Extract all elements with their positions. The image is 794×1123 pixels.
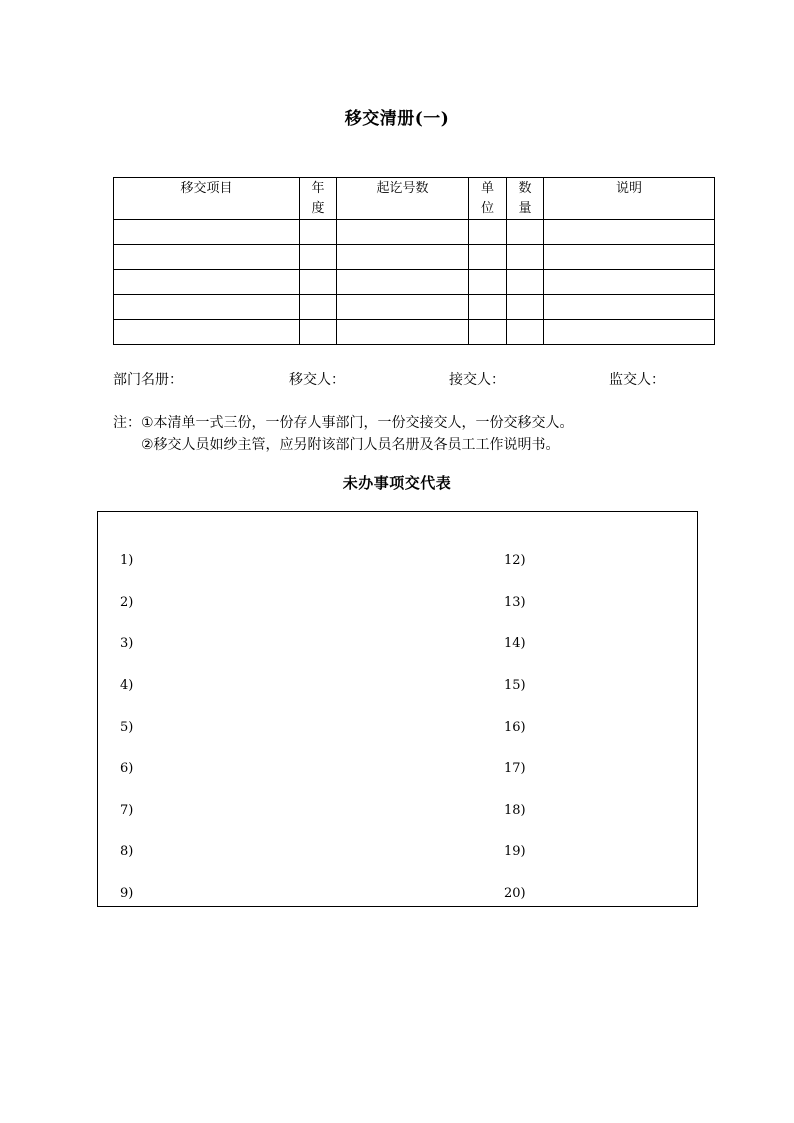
table-row	[114, 245, 715, 270]
list-item: 12)	[504, 553, 526, 568]
table-cell[interactable]	[114, 270, 300, 295]
header-number-range	[337, 178, 469, 220]
transfer-list-table	[113, 177, 715, 345]
list-item: 4)	[120, 678, 134, 693]
dept-roster-label: 部门名册：	[113, 372, 183, 388]
table-cell[interactable]	[300, 270, 337, 295]
list-item: 13)	[504, 595, 526, 610]
header-transfer-item	[114, 178, 300, 220]
header-text: 年	[311, 181, 325, 196]
table-cell[interactable]	[114, 220, 300, 245]
table-cell[interactable]	[469, 270, 507, 295]
supervisor-label: 监交人：	[609, 372, 665, 388]
table-cell[interactable]	[544, 270, 715, 295]
table-row	[114, 220, 715, 245]
transferor-label: 移交人：	[289, 372, 345, 388]
table-cell[interactable]	[469, 320, 507, 345]
list-item: 1)	[120, 553, 134, 568]
header-text: 位	[480, 201, 494, 216]
note-line-2: ②移交人员如纱主管，应另附该部门人员名册及各员工工作说明书。	[141, 437, 560, 453]
table-cell[interactable]	[300, 320, 337, 345]
table-cell[interactable]	[114, 245, 300, 270]
table-cell[interactable]	[114, 320, 300, 345]
header-description	[544, 178, 715, 220]
header-text: 起讫号数	[376, 181, 429, 196]
table-header-row	[114, 178, 715, 220]
pending-items-title: 未办事项交代表	[342, 474, 452, 492]
list-item: 2)	[120, 595, 134, 610]
table-cell[interactable]	[469, 295, 507, 320]
table-cell[interactable]	[337, 270, 469, 295]
list-item: 8)	[120, 844, 134, 859]
pending-items-box	[97, 511, 698, 907]
table-row	[114, 295, 715, 320]
list-item: 3)	[120, 636, 134, 651]
note-line-1: 注：①本清单一式三份，一份存人事部门，一份交接交人，一份交移交人。	[113, 415, 574, 431]
header-text: 度	[311, 201, 325, 216]
header-unit	[469, 178, 507, 220]
list-item: 9)	[120, 886, 134, 901]
table-cell[interactable]	[507, 295, 544, 320]
table-cell[interactable]	[300, 295, 337, 320]
table-cell[interactable]	[300, 220, 337, 245]
list-item: 15)	[504, 678, 526, 693]
list-item: 17)	[504, 761, 526, 776]
header-text: 量	[518, 201, 532, 216]
receiver-label: 接交人：	[449, 372, 505, 388]
table-cell[interactable]	[337, 320, 469, 345]
list-item: 5)	[120, 720, 134, 735]
table-cell[interactable]	[469, 220, 507, 245]
table-cell[interactable]	[337, 220, 469, 245]
list-item: 20)	[504, 886, 526, 901]
list-item: 7)	[120, 803, 134, 818]
list-item: 18)	[504, 803, 526, 818]
header-text: 移交项目	[180, 181, 233, 196]
table-cell[interactable]	[507, 220, 544, 245]
transfer-list-title: 移交清册(一)	[344, 109, 450, 129]
list-item: 16)	[504, 720, 526, 735]
table-cell[interactable]	[337, 295, 469, 320]
header-text: 数	[518, 181, 532, 196]
table-cell[interactable]	[544, 220, 715, 245]
table-cell[interactable]	[114, 295, 300, 320]
table-row	[114, 270, 715, 295]
table-cell[interactable]	[507, 270, 544, 295]
table-row	[114, 320, 715, 345]
header-text: 说明	[615, 181, 642, 196]
table-cell[interactable]	[469, 245, 507, 270]
table-cell[interactable]	[544, 320, 715, 345]
header-text: 单	[480, 181, 494, 196]
table-cell[interactable]	[507, 320, 544, 345]
table-cell[interactable]	[544, 295, 715, 320]
table-cell[interactable]	[544, 245, 715, 270]
table-cell[interactable]	[300, 245, 337, 270]
table-cell[interactable]	[507, 245, 544, 270]
table-cell[interactable]	[337, 245, 469, 270]
header-quantity	[507, 178, 544, 220]
list-item: 6)	[120, 761, 134, 776]
list-item: 19)	[504, 844, 526, 859]
list-item: 14)	[504, 636, 526, 651]
header-year	[300, 178, 337, 220]
